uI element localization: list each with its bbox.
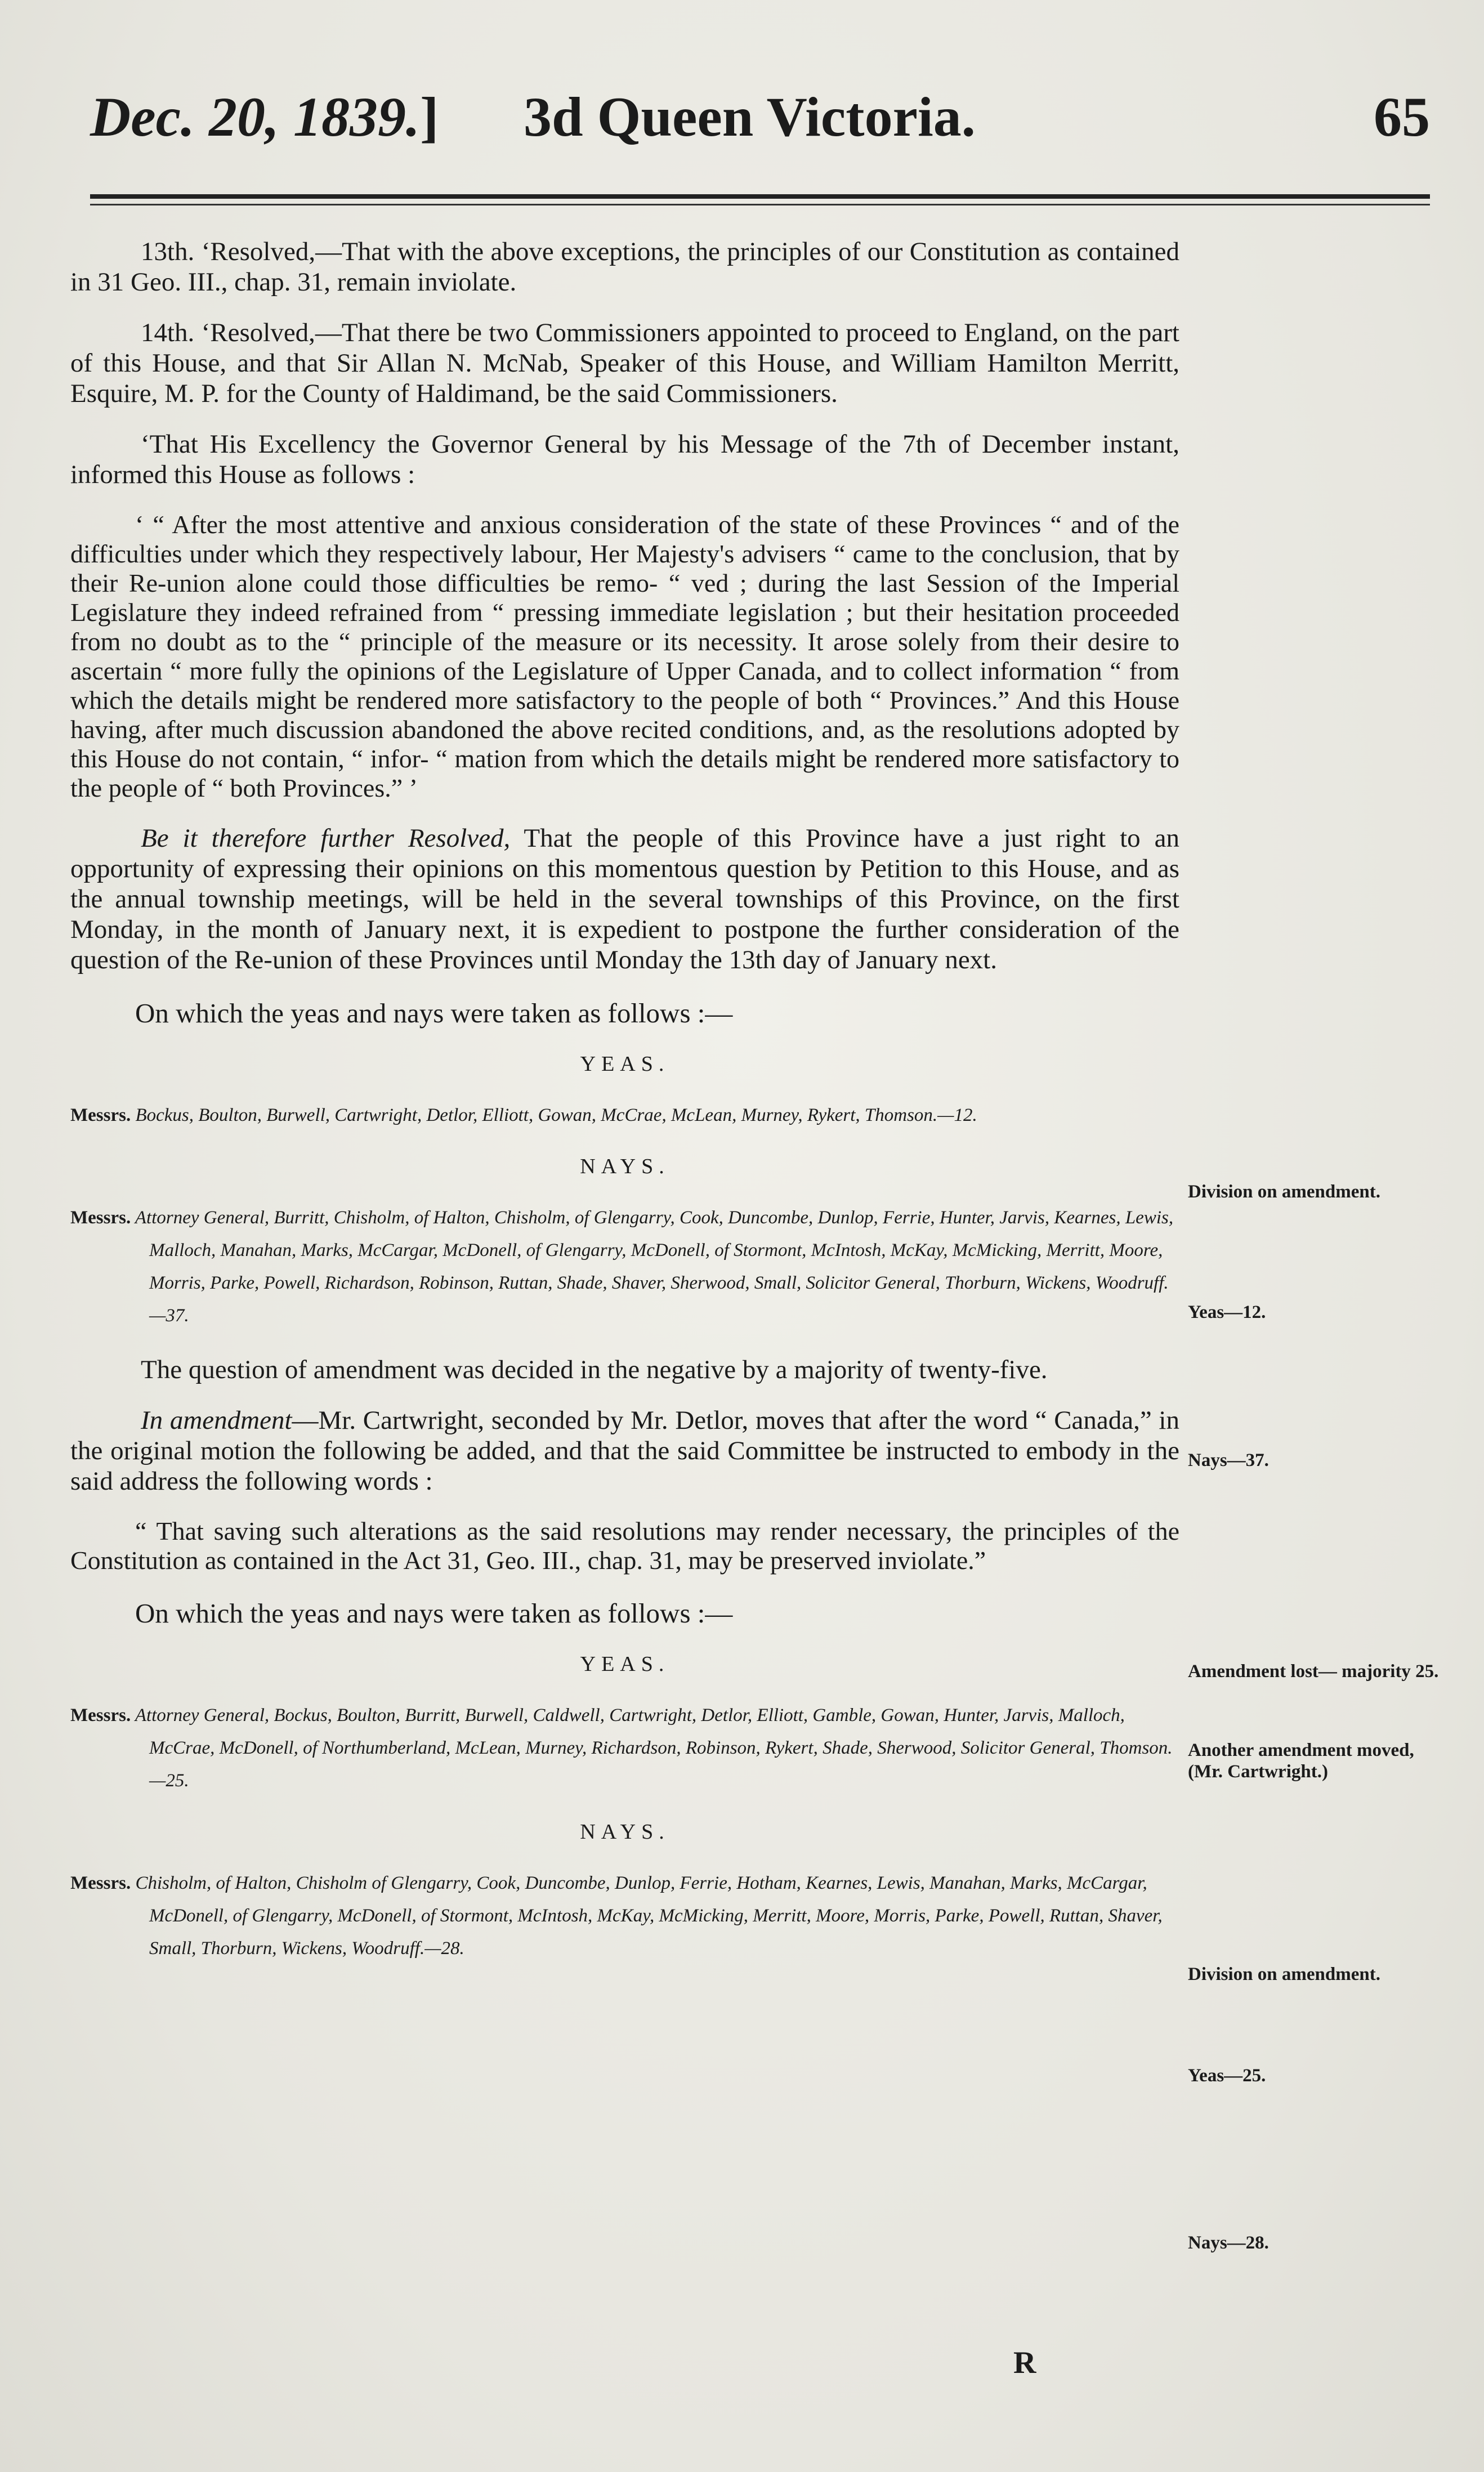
- another-amendment: [70, 1405, 1179, 1496]
- sidenote-yeas-2: Yeas—25.: [1188, 2066, 1266, 2086]
- sidenote-division-2: Division on amendment.: [1188, 1964, 1380, 1984]
- sidenote-amendment-lost: Amendment lost— majority 25.: [1188, 1661, 1439, 1682]
- resolved-lead: Be it therefore further Resolved,: [141, 824, 511, 853]
- nays-heading-1: NAYS.: [580, 1155, 670, 1178]
- amendment-rest: —Mr. Cartwright, seconded by Mr. Detlor, moves that after the word “ Canada,” in the original motion the following be added, and that the said Committee be instructed to embody in the said address the following words :: [70, 1406, 1179, 1496]
- messrs-label: Messrs.: [70, 1208, 131, 1228]
- sidenote-another-amendment: Another amendment moved, (Mr. Cartwright.): [1188, 1740, 1414, 1782]
- page-number: 65: [1374, 86, 1430, 148]
- sidenote-nays-2: Nays—28.: [1188, 2233, 1269, 2253]
- yeas-list-2: [70, 1699, 1179, 1797]
- amendment-lead: In amendment: [141, 1406, 292, 1435]
- amendment-lost: The question of amendment was decided in the negative by a majority of twenty-five.: [141, 1355, 1048, 1384]
- yeas-heading-1: YEAS.: [580, 1052, 670, 1076]
- running-head: [90, 84, 1430, 169]
- saving-quote: “ That saving such alterations as the said resolutions may render necessary, the principles of the Constitution as contained in the Act 31, Geo. III., chap. 31, may be preserved inviolate.”: [70, 1517, 1179, 1575]
- yeas-names-2: Attorney General, Bockus, Boulton, Burritt, Burwell, Caldwell, Cartwright, Detlor, Elliott, Gamble, Gowan, Hunter, Jarvis, Malloch, McCrae, McDonell, of Northumberland, McLean, Murney, Richardson, Robinson, Rykert, Shade, Sherwood, Solicitor General, Thomson.—25.: [135, 1705, 1173, 1791]
- nays-list-1: [70, 1201, 1179, 1332]
- header-rule-thin: [90, 204, 1430, 205]
- resolved-rest: That the people of this Province have a just right to an opportunity of expressing their opinions on this momentous question by Petition to this House, and as the annual township meetings, will be held in the several townships of this Province, on the first Monday, in the month of January next, it is expedient to postpone the further consideration of the question of the Re-union of these Provinces until Monday the 13th day of January next.: [70, 824, 1179, 975]
- further-resolved: [70, 823, 1179, 975]
- sidenote-yeas-1: Yeas—12.: [1188, 1302, 1266, 1322]
- resolution-14: 14th. ‘Resolved,—That there be two Commissioners appointed to proceed to England, on the part of this House, and that Sir Allan N. McNab, Speaker of this House, and William Hamilton Merritt, Esquire, M. P. for the County of Haldimand, be the said Commissioners.: [70, 318, 1179, 408]
- yeas-heading-2: YEAS.: [580, 1652, 670, 1676]
- messrs-label: Messrs.: [70, 1105, 131, 1125]
- sidenote-nays-1: Nays—37.: [1188, 1450, 1269, 1470]
- header-date: Dec. 20, 1839.]: [90, 86, 439, 148]
- nays-names-2: Chisholm, of Halton, Chisholm of Glengarry, Cook, Duncombe, Dunlop, Ferrie, Hotham, Kearnes, Lewis, Manahan, Marks, McCargar, McDonell, of Glengarry, McDonell, of Stormont, McIntosh, McKay, McMicking, Merritt, Moore, Morris, Parke, Powell, Ruttan, Shaver, Small, Thorburn, Wickens, Woodruff.—28.: [135, 1873, 1163, 1959]
- signature-mark: R: [1013, 2345, 1036, 2380]
- sidenote-division-1: Division on amendment.: [1188, 1182, 1380, 1202]
- messrs-label: Messrs.: [70, 1705, 131, 1726]
- body-text: [70, 236, 1179, 1982]
- resolution-13: 13th. ‘Resolved,—That with the above exceptions, the principles of our Constitution as contained in 31 Geo. III., chap. 31, remain inviolate.: [70, 237, 1179, 297]
- division-intro-1: On which the yeas and nays were taken as follows :—: [135, 998, 733, 1029]
- nays-names-1: Attorney General, Burritt, Chisholm, of Halton, Chisholm, of Glengarry, Cook, Duncombe, Dunlop, Ferrie, Hunter, Jarvis, Kearnes, Lewis, Malloch, Manahan, Marks, McCargar, McDonell, of Glengarry, McDonell, of Stormont, McIntosh, McKay, McMicking, Merritt, Moore, Morris, Parke, Powell, Richardson, Robinson, Ruttan, Shade, Shaver, Sherwood, Small, Solicitor General, Thorburn, Wickens, Woodruff.—37.: [135, 1208, 1174, 1326]
- yeas-names-1: Bockus, Boulton, Burwell, Cartwright, Detlor, Elliott, Gowan, McCrae, McLean, Murney, Rykert, Thomson.—12.: [135, 1105, 977, 1125]
- nays-list-2: [70, 1867, 1179, 1965]
- division-intro-2: On which the yeas and nays were taken as follows :—: [135, 1598, 733, 1629]
- header-rule: [90, 194, 1430, 199]
- yeas-list-1: [70, 1099, 1179, 1132]
- nays-heading-2: NAYS.: [580, 1820, 670, 1844]
- message-quote: ‘ “ After the most attentive and anxious consideration of the state of these Provinces “ and of the difficulties under which they respectively labour, Her Majesty's advisers “ came to the conclusion, that by their Re-union alone could those difficulties be remo- “ ved ; during the last Session of the Imperial Legislature they indeed refrained from “ pressing immediate legislation ; but their hesitation proceeded from no doubt as to the “ principle of the measure or its necessity. It arose solely from their desire to ascertain “ more fully the opinions of the Legislature of Upper Canada, and to collect information “ from which the details might be rendered more satisfactory to the people of both “ Provinces.” And this House having, after much discussion abandoned the above recited conditions, and, as the resolutions adopted by this House do not contain, “ infor- “ mation from which the details might be rendered more satisfactory to the people of “ both Provinces.” ’: [70, 510, 1179, 802]
- messrs-label: Messrs.: [70, 1873, 131, 1893]
- governor-message: ‘That His Excellency the Governor General by his Message of the 7th of December instant, informed this House as follows :: [70, 430, 1179, 489]
- header-title: 3d Queen Victoria.: [524, 86, 976, 148]
